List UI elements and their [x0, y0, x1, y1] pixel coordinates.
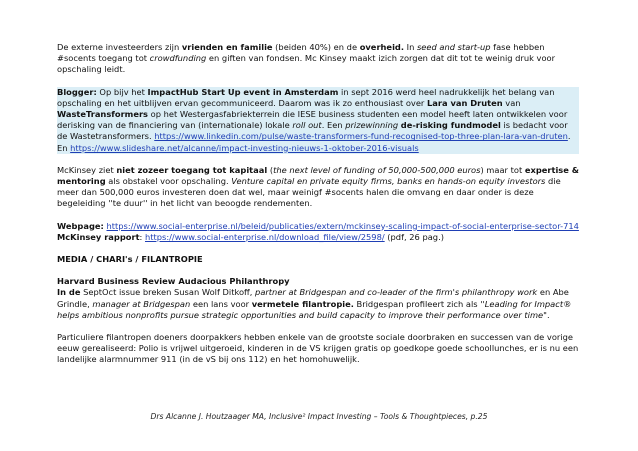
linkedin-link[interactable]: https://www.linkedin.com/pulse/waste-transformers-fund-recognised-top-three-plan-lara-van-druten	[154, 131, 568, 142]
text: van	[502, 97, 521, 108]
italic-text: seed and start-up	[416, 42, 491, 52]
text: fase hebben #socents toegang tot	[57, 42, 545, 64]
section-heading	[57, 254, 579, 265]
paragraph-webpage	[57, 221, 579, 243]
slideshare-link[interactable]: https://www.slideshare.net/alcanne/impact-investing-nieuws-1-oktober-2016-visuals	[70, 142, 419, 153]
bold-text: de-risking fundmodel	[400, 120, 501, 131]
text: is bedacht voor de Wastetransformers.	[57, 120, 568, 142]
italic-text: crowdfunding	[149, 53, 207, 64]
text: (pdf, 26 pag.)	[384, 231, 444, 242]
text: :	[139, 231, 145, 242]
text: die meer dan 500,000 euros investeren doen dat wel, maar weinigf #socents halen die omvang en daar onder is deze begeleiding ''te duur'' in het licht van beoogde rendementen.	[57, 176, 561, 209]
text: De externe investeerders zijn	[57, 42, 182, 52]
bold-text: Harvard Business Review Audacious Philanthropy	[57, 276, 290, 287]
text: in sept 2016 werd heel nadrukkelijk het belang van opschaling en het uitblijven ervan gecommuniceerd. Daarom was ik zo enthousiast over	[57, 86, 555, 108]
text: ) maar tot	[480, 164, 525, 175]
paragraph-blogger-highlight	[57, 87, 579, 154]
text: . Een	[321, 120, 346, 131]
bold-text: Webpage:	[57, 220, 104, 231]
text: . En	[57, 131, 571, 153]
italic-text: manager at Bridgespan	[92, 298, 191, 309]
bold-text: vrienden en familie	[181, 42, 273, 52]
italic-text: roll out	[292, 120, 322, 131]
bold-text: expertise & mentoring	[57, 164, 579, 187]
bold-text: ImpactHub Start Up event in Amsterdam	[147, 86, 339, 97]
text: en Abe Grindle,	[57, 287, 569, 309]
text: en giften van fondsen. Mc Kinsey maakt izich zorgen dat dit tot te weinig druk voor opschaling leidt.	[57, 53, 556, 75]
bold-text: niet zozeer toegang tot kapitaal	[116, 164, 268, 175]
paragraph-hbr	[57, 276, 579, 321]
bold-text: overheid.	[359, 42, 404, 52]
bold-text: WasteTransformers	[57, 109, 148, 120]
heading-text: MEDIA / CHARI's / FILANTROPIE	[57, 254, 203, 265]
bold-text: In de	[57, 287, 81, 298]
page-footer: Drs Alcanne J. Houtzaager MA, Inclusive² Impact Investing – Tools & Thoughtpieces, p.25	[150, 412, 488, 421]
bold-text: Lara van Druten	[427, 97, 503, 108]
italic-text: Leading for Impact® helps ambitious nonprofits pursue strategic opportunities and build capacity to improve their performance over time	[57, 298, 572, 320]
text: als obstakel voor opschaling.	[105, 176, 232, 187]
text: Bridgespan profileert zich als ''	[353, 298, 485, 309]
text: McKinsey ziet	[57, 164, 117, 175]
social-enterprise-link[interactable]: https://www.social-enterprise.nl/beleid/publicaties/extern/mckinsey-scaling-impact-of-social-enterprise-sector-714	[106, 220, 579, 231]
italic-text: prizewinning	[345, 120, 399, 131]
text: SeptOct issue breken Susan Wolf Ditkoff,	[80, 287, 256, 298]
text: een lans voor	[190, 298, 252, 309]
italic-text: the next level of funding of 50,000-500,000 euros	[273, 164, 481, 175]
text: (	[267, 164, 274, 175]
text: op het Westergasfabriekterrein die IESE business studenten een model heeft laten ontwikkelen voor derisking van de financiering van (internationale) lokale	[57, 109, 568, 131]
italic-text: Venture capital en private equity firms, banks en hands-on equity investors	[231, 176, 546, 187]
download-link[interactable]: https://www.social-enterprise.nl/download_file/view/2598/	[144, 231, 385, 242]
text: Op bijv het	[96, 86, 148, 97]
bold-text: McKinsey rapport	[57, 231, 140, 242]
bold-text: vermetele filantropie.	[251, 298, 354, 309]
paragraph-mckinsey	[57, 165, 579, 210]
paragraph-philanthropists	[57, 332, 579, 366]
text: In	[404, 42, 417, 52]
italic-text: partner at Bridgespan and co-leader of the firm's philanthropy work	[255, 287, 538, 298]
text: ".	[543, 309, 550, 320]
text: (beiden 40%) en de	[272, 42, 360, 52]
paragraph-funding-sources	[57, 42, 579, 76]
bold-text: Blogger:	[57, 86, 97, 97]
page-content	[57, 42, 579, 377]
text: Particuliere filantropen doeners doorpakkers hebben enkele van de grootste sociale doorbraken en successen van de vorige eeuw gerealiseerd: Polio is vrijwel uitgeroeid, kinderen in de VS krijgen gratis op goedkope goede schoollunches, er is nu een landelijke alarmnummer 911 (in de vS bij ons 112) en het homohuwelijk.	[57, 332, 579, 365]
